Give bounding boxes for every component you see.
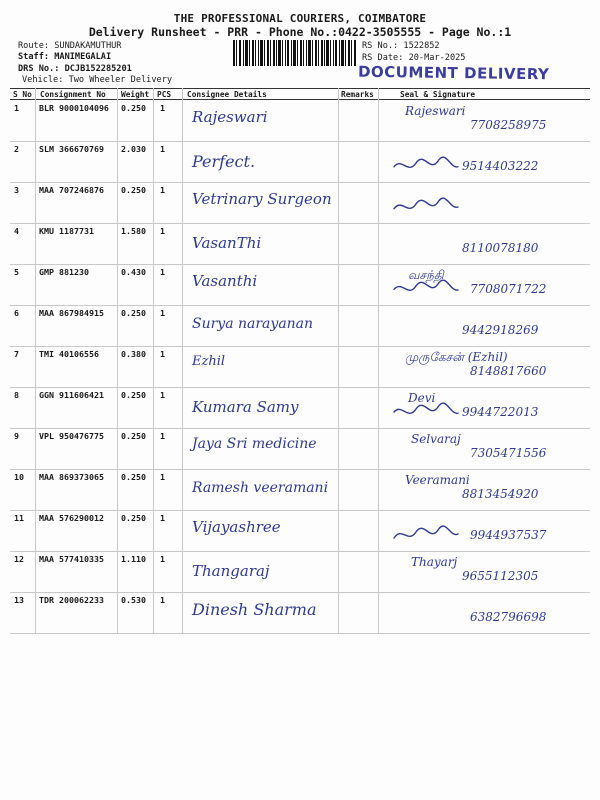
pcs-cell: 1 (160, 103, 165, 113)
sno-cell: 9 (14, 431, 19, 441)
receiver-phone-handwriting: 9944937537 (470, 528, 547, 542)
weight-cell: 0.380 (121, 349, 146, 359)
sno-cell: 1 (14, 103, 19, 113)
pcs-cell: 1 (160, 554, 165, 564)
sno-cell: 3 (14, 185, 19, 195)
consignee-handwriting: Jaya Sri medicine (192, 436, 317, 452)
row-divider (10, 305, 590, 306)
weight-cell: 0.250 (121, 431, 146, 441)
receiver-name-handwriting: Veeramani (405, 473, 470, 487)
receiver-name-handwriting: Rajeswari (405, 104, 466, 118)
col-header-remarks: Remarks (341, 90, 374, 99)
rs-no-label: RS No.: 1522852 (362, 41, 440, 51)
consignment-cell: GMP 881230 (39, 267, 89, 277)
consignment-cell: MAA 577410335 (39, 554, 104, 564)
row-divider (10, 469, 590, 470)
drs-label: DRS No.: DCJB152285201 (18, 64, 132, 74)
weight-cell: 0.430 (121, 267, 146, 277)
receiver-phone-handwriting: 7708258975 (470, 118, 547, 132)
signature-scribble (392, 155, 462, 177)
table-header-border (10, 99, 590, 100)
consignee-handwriting: Surya narayanan (192, 316, 314, 332)
pcs-cell: 1 (160, 267, 165, 277)
weight-cell: 0.530 (121, 595, 146, 605)
table-top-border (10, 88, 590, 89)
vehicle-label: Vehicle: Two Wheeler Delivery (22, 75, 173, 85)
pcs-cell: 1 (160, 226, 165, 236)
weight-cell: 0.250 (121, 308, 146, 318)
row-divider (10, 141, 590, 142)
row-divider (10, 264, 590, 265)
weight-cell: 0.250 (121, 513, 146, 523)
receiver-name-handwriting: Thayarj (411, 555, 458, 569)
signature-scribble (392, 196, 462, 218)
pcs-cell: 1 (160, 185, 165, 195)
receiver-phone-handwriting: 6382796698 (470, 610, 547, 624)
weight-cell: 0.250 (121, 472, 146, 482)
consignment-cell: MAA 869373065 (39, 472, 104, 482)
consignment-cell: BLR 9000104096 (39, 103, 109, 113)
consignee-handwriting: Rajeswari (192, 108, 268, 126)
consignee-handwriting: Vasanthi (192, 272, 258, 290)
row-divider (10, 633, 590, 634)
signature-scribble (392, 524, 462, 546)
consignment-cell: TMI 40106556 (39, 349, 99, 359)
receiver-phone-handwriting: 7708071722 (470, 282, 547, 296)
pcs-cell: 1 (160, 472, 165, 482)
pcs-cell: 1 (160, 595, 165, 605)
pcs-cell: 1 (160, 144, 165, 154)
receiver-phone-handwriting: 9514403222 (462, 159, 539, 173)
col-header-weight: Weight (121, 90, 150, 99)
runsheet-subtitle: Delivery Runsheet - PRR - Phone No.:0422-3505555 - Page No.:1 (88, 25, 512, 39)
consignee-handwriting: Vetrinary Surgeon (192, 190, 332, 208)
staff-label: Staff: MANIMEGALAI (18, 52, 112, 62)
row-divider (10, 592, 590, 593)
row-divider (10, 346, 590, 347)
sno-cell: 13 (14, 595, 24, 605)
pcs-cell: 1 (160, 349, 165, 359)
row-divider (10, 223, 590, 224)
consignee-handwriting: VasanThi (192, 234, 262, 252)
company-title: THE PROFESSIONAL COURIERS, COIMBATORE (173, 12, 427, 25)
receiver-phone-handwriting: 8813454920 (462, 487, 539, 501)
pcs-cell: 1 (160, 390, 165, 400)
receiver-phone-handwriting: 8148817660 (470, 364, 547, 378)
weight-cell: 2.030 (121, 144, 146, 154)
consignment-cell: MAA 576290012 (39, 513, 104, 523)
receiver-name-handwriting: வசந்தி (408, 268, 444, 282)
document-delivery-stamp: DOCUMENT DELIVERY (357, 62, 550, 84)
weight-cell: 1.580 (121, 226, 146, 236)
row-divider (10, 387, 590, 388)
barcode-image (233, 40, 357, 66)
sno-cell: 2 (14, 144, 19, 154)
pcs-cell: 1 (160, 431, 165, 441)
receiver-name-handwriting: Selvaraj (411, 432, 461, 446)
consignment-cell: TDR 200062233 (39, 595, 104, 605)
row-divider (10, 182, 590, 183)
consignment-cell: KMU 1187731 (39, 226, 94, 236)
consignment-cell: SLM 366670769 (39, 144, 104, 154)
sno-cell: 5 (14, 267, 19, 277)
sno-cell: 11 (14, 513, 24, 523)
weight-cell: 0.250 (121, 390, 146, 400)
rs-date-label: RS Date: 20-Mar-2025 (362, 53, 466, 63)
pcs-cell: 1 (160, 308, 165, 318)
receiver-name-handwriting: Devi (408, 391, 436, 405)
receiver-phone-handwriting: 9442918269 (462, 323, 539, 337)
consignee-handwriting: Perfect. (192, 152, 256, 171)
signature-scribble (392, 401, 462, 423)
col-header-pcs: PCS (157, 90, 172, 99)
col-header-consignee: Consignee Details (187, 90, 267, 99)
consignee-handwriting: Thangaraj (192, 562, 270, 580)
consignee-handwriting: Ezhil (192, 354, 226, 369)
row-divider (10, 551, 590, 552)
receiver-phone-handwriting: 8110078180 (462, 241, 539, 255)
consignment-cell: VPL 950476775 (39, 431, 104, 441)
sno-cell: 12 (14, 554, 24, 564)
receiver-phone-handwriting: 9655112305 (462, 569, 539, 583)
route-label: Route: SUNDAKAMUTHUR (18, 41, 122, 51)
col-header-sno: S No (13, 90, 32, 99)
weight-cell: 1.110 (121, 554, 146, 564)
sno-cell: 7 (14, 349, 19, 359)
consignment-cell: MAA 867984915 (39, 308, 104, 318)
consignee-handwriting: Dinesh Sharma (192, 600, 317, 619)
row-divider (10, 510, 590, 511)
sno-cell: 4 (14, 226, 19, 236)
col-header-seal: Seal & Signature (400, 90, 476, 99)
weight-cell: 0.250 (121, 185, 146, 195)
signature-scribble (392, 278, 462, 300)
weight-cell: 0.250 (121, 103, 146, 113)
receiver-phone-handwriting: 9944722013 (462, 405, 539, 419)
row-divider (10, 428, 590, 429)
col-header-consignment: Consignment No (40, 90, 106, 99)
pcs-cell: 1 (160, 513, 165, 523)
consignment-cell: MAA 707246876 (39, 185, 104, 195)
consignee-handwriting: Kumara Samy (192, 398, 299, 416)
receiver-name-handwriting: முருகேசன் (Ezhil) (405, 350, 508, 364)
consignee-handwriting: Vijayashree (192, 518, 281, 536)
sno-cell: 8 (14, 390, 19, 400)
receiver-phone-handwriting: 7305471556 (470, 446, 547, 460)
consignment-cell: GGN 911606421 (39, 390, 104, 400)
sno-cell: 10 (14, 472, 24, 482)
sno-cell: 6 (14, 308, 19, 318)
consignee-handwriting: Ramesh veeramani (192, 480, 329, 496)
